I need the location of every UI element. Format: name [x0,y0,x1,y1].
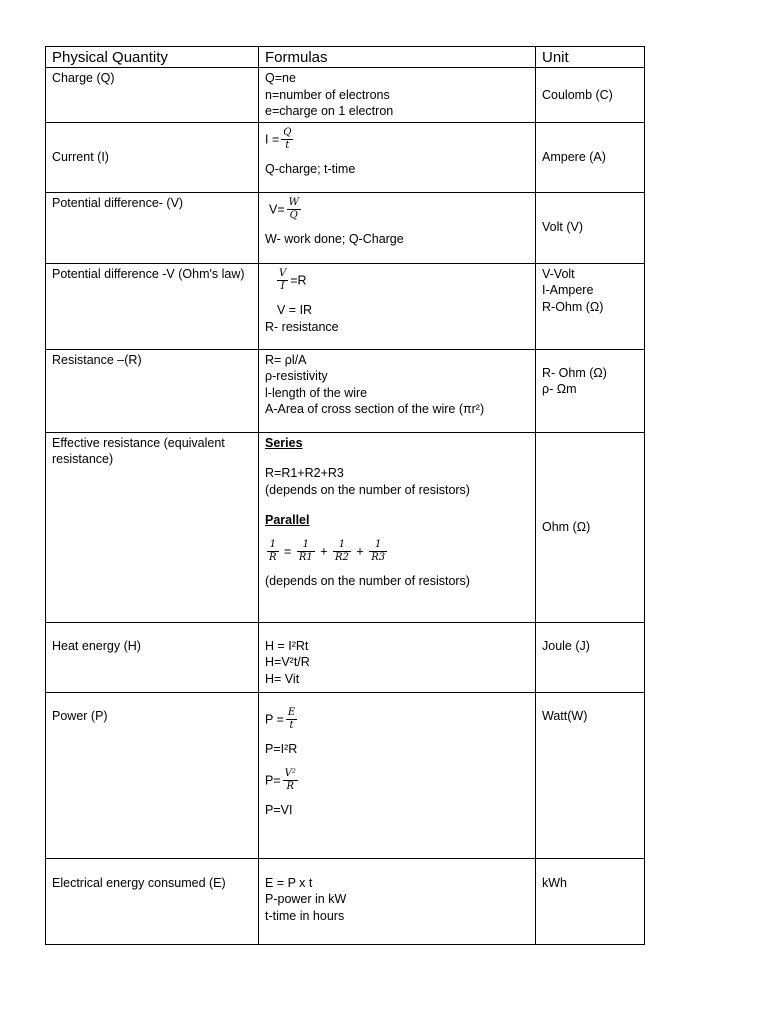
quantity-cell: Charge (Q) [46,68,259,123]
formula-table [45,46,645,945]
formula-cell [259,192,536,263]
formula-line: H= Vit [265,671,300,686]
fraction [286,707,297,732]
fraction-denominator: R1 [298,551,313,563]
formula-cell [259,263,536,349]
formula-line [265,766,529,795]
table-row-power [46,692,645,858]
unit-text: V-Volt [542,266,575,281]
fraction [277,268,288,293]
formula-line: Q=ne [265,71,296,85]
fraction [369,539,387,564]
table-header-row [46,47,645,68]
table-row-charge [46,68,645,123]
unit-text: I-Ampere [542,283,594,297]
formula-line: R= ρl/A [265,352,307,367]
fraction-denominator: t [289,719,294,731]
fraction [333,539,351,564]
unit-cell [536,192,645,263]
formula-line: P=I²R [265,742,298,757]
formula-line: ρ-resistivity [265,369,328,383]
formula-line: H=V²t/R [265,655,310,669]
unit-cell [536,263,645,349]
unit-cell [536,858,645,944]
unit-text: Ampere (A) [542,149,606,164]
header-unit: Unit [536,47,645,68]
formula-lhs: P = [265,712,284,727]
plus-sign: + [356,544,364,559]
formula-line-parallel [265,537,529,566]
formula-lhs: P= [265,773,281,788]
quantity-text: Power (P) [52,708,108,723]
table-row-electrical-energy [46,858,645,944]
unit-text: R-Ohm (Ω) [542,299,604,314]
formula-note: (depends on the number of resistors) [265,482,470,497]
fraction-denominator: Q [289,209,298,221]
quantity-cell: Effective resistance (equivalent resistance) [46,432,259,622]
fraction-denominator: R2 [335,551,349,563]
unit-cell [536,349,645,432]
quantity-cell [46,122,259,192]
formula-line: l-length of the wire [265,385,368,400]
unit-text: Joule (J) [542,638,590,653]
fraction-numerator: 1 [297,539,315,552]
formula-line: t-time in hours [265,908,345,923]
fraction-numerator: 1 [369,539,387,552]
formula-lhs: I = [265,132,280,147]
quantity-cell: Resistance –(R) [46,349,259,432]
fraction [281,127,293,152]
table-row-ohms-law [46,263,645,349]
fraction [283,768,298,793]
table-row-current [46,122,645,192]
formula-note: Q-charge; t-time [265,162,356,177]
fraction [297,539,315,564]
unit-text: Volt (V) [542,220,583,235]
formula-cell [259,432,536,622]
plus-sign: + [320,544,328,559]
formula-line: n=number of electrons [265,87,390,102]
formula-line: P-power in kW [265,892,347,906]
table-row-heat-energy [46,622,645,692]
formula-line: R=R1+R2+R3 [265,466,344,480]
fraction-numerator: 1 [267,539,279,552]
fraction-denominator: R [286,780,295,792]
unit-cell [536,622,645,692]
formula-table-page [45,46,644,945]
fraction-numerator: V² [284,767,296,779]
table-row-resistance [46,349,645,432]
quantity-text: Electrical energy consumed (E) [52,875,226,890]
formula-line: H = I²Rt [265,638,309,653]
formula-cell [259,349,536,432]
unit-cell [536,432,645,622]
formula-line: R- resistance [265,319,339,334]
quantity-cell [46,692,259,858]
formula-cell [259,622,536,692]
quantity-text: Current (I) [52,149,109,164]
formula-line: P=VI [265,803,293,818]
header-formulas: Formulas [259,47,536,68]
unit-text: R- Ohm (Ω) [542,365,607,380]
table-row-potential-difference [46,192,645,263]
formula-lhs: V= [269,202,285,217]
fraction-numerator: W [288,196,299,208]
fraction-denominator: R [269,551,277,563]
quantity-cell [46,858,259,944]
formula-line [265,266,529,295]
table-row-effective-resistance [46,432,645,622]
unit-text: kWh [542,875,567,890]
formula-note: W- work done; Q-Charge [265,232,404,247]
series-label: Series [265,435,303,450]
quantity-cell: Potential difference- (V) [46,192,259,263]
formula-cell [259,122,536,192]
fraction-numerator: 1 [333,539,351,552]
quantity-text: Heat energy (H) [52,638,141,653]
fraction-denominator: I [280,280,285,292]
formula-cell [259,68,536,123]
formula-line: E = P x t [265,875,313,890]
formula-line [265,125,529,154]
formula-line: A-Area of cross section of the wire (πr²) [265,402,485,416]
formula-cell [259,692,536,858]
parallel-label: Parallel [265,513,310,527]
unit-text: Coulomb (C) [542,87,613,102]
fraction [287,197,301,222]
formula-note: (depends on the number of resistors) [265,574,470,589]
formula-line: V = IR [277,303,313,318]
formula-line: e=charge on 1 electron [265,104,394,118]
fraction-numerator: V [279,267,287,279]
unit-cell [536,122,645,192]
unit-text: ρ- Ωm [542,382,577,396]
unit-cell [536,692,645,858]
formula-cell [259,858,536,944]
fraction-denominator: R3 [371,551,386,563]
fraction-denominator: t [285,139,290,151]
fraction-numerator: E [287,706,296,718]
quantity-cell [46,622,259,692]
equals-sign: = [284,544,292,559]
fraction [267,539,279,564]
fraction-numerator: Q [283,126,292,138]
formula-line [265,195,529,224]
header-physical-quantity: Physical Quantity [46,47,259,68]
unit-cell [536,68,645,123]
formula-line [265,705,529,734]
unit-text: Watt(W) [542,708,588,723]
unit-text: Ohm (Ω) [542,519,591,534]
formula-rhs: =R [290,273,307,288]
quantity-cell: Potential difference -V (Ohm's law) [46,263,259,349]
